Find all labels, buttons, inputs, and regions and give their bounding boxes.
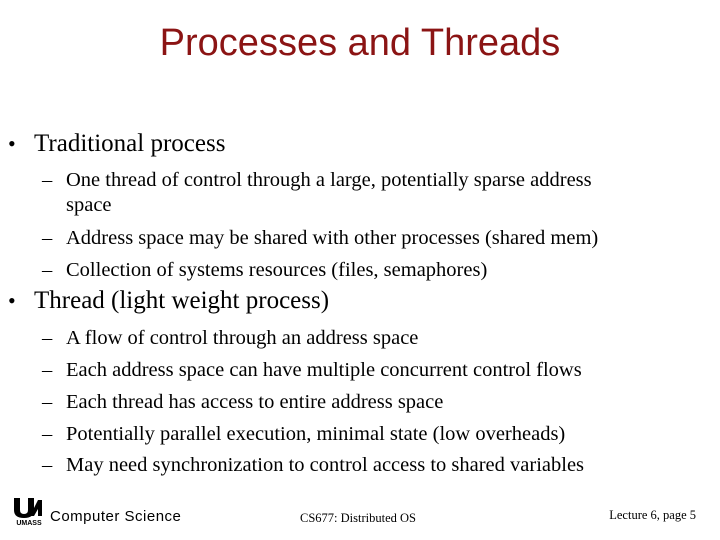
sub-item-text: Each address space can have multiple concurrent control flows (66, 359, 582, 381)
dash-icon: – (42, 454, 53, 476)
bullet-text: Thread (light weight process) (34, 287, 330, 314)
bullet-thread (8, 287, 329, 315)
bullet-text: Traditional process (34, 130, 226, 157)
dash-icon: – (42, 391, 53, 413)
sub-item-text: Potentially parallel execution, minimal state (low overheads) (66, 423, 566, 445)
page-number: Lecture 6, page 5 (609, 508, 696, 522)
bullet-icon: • (8, 288, 16, 313)
sub-item-text: May need synchronization to control access to shared variables (66, 454, 585, 476)
sub-item-text: Each thread has access to entire address space (66, 391, 444, 413)
dash-icon: – (42, 423, 53, 445)
slide-footer (0, 494, 720, 534)
sub-item-text: space (66, 194, 112, 216)
dash-icon: – (42, 259, 53, 281)
course-label: CS677: Distributed OS (300, 511, 416, 525)
bullet-icon: • (8, 131, 16, 156)
dash-icon: – (42, 169, 53, 191)
dash-icon: – (42, 327, 53, 349)
slide-title: Processes and Threads (159, 22, 561, 64)
bullet-traditional-process (8, 130, 225, 158)
umass-logo-icon (12, 496, 46, 526)
sub-item-text: A flow of control through an address space (66, 327, 419, 349)
sub-item-text: Address space may be shared with other processes (shared mem) (66, 227, 599, 249)
dash-icon: – (42, 227, 53, 249)
dash-icon: – (42, 359, 53, 381)
logo-text: UMASS (16, 520, 42, 526)
department-label: Computer Science (50, 508, 182, 525)
sub-item-text: Collection of systems resources (files, semaphores) (66, 259, 488, 281)
sub-item-text: One thread of control through a large, potentially sparse address (66, 169, 592, 191)
